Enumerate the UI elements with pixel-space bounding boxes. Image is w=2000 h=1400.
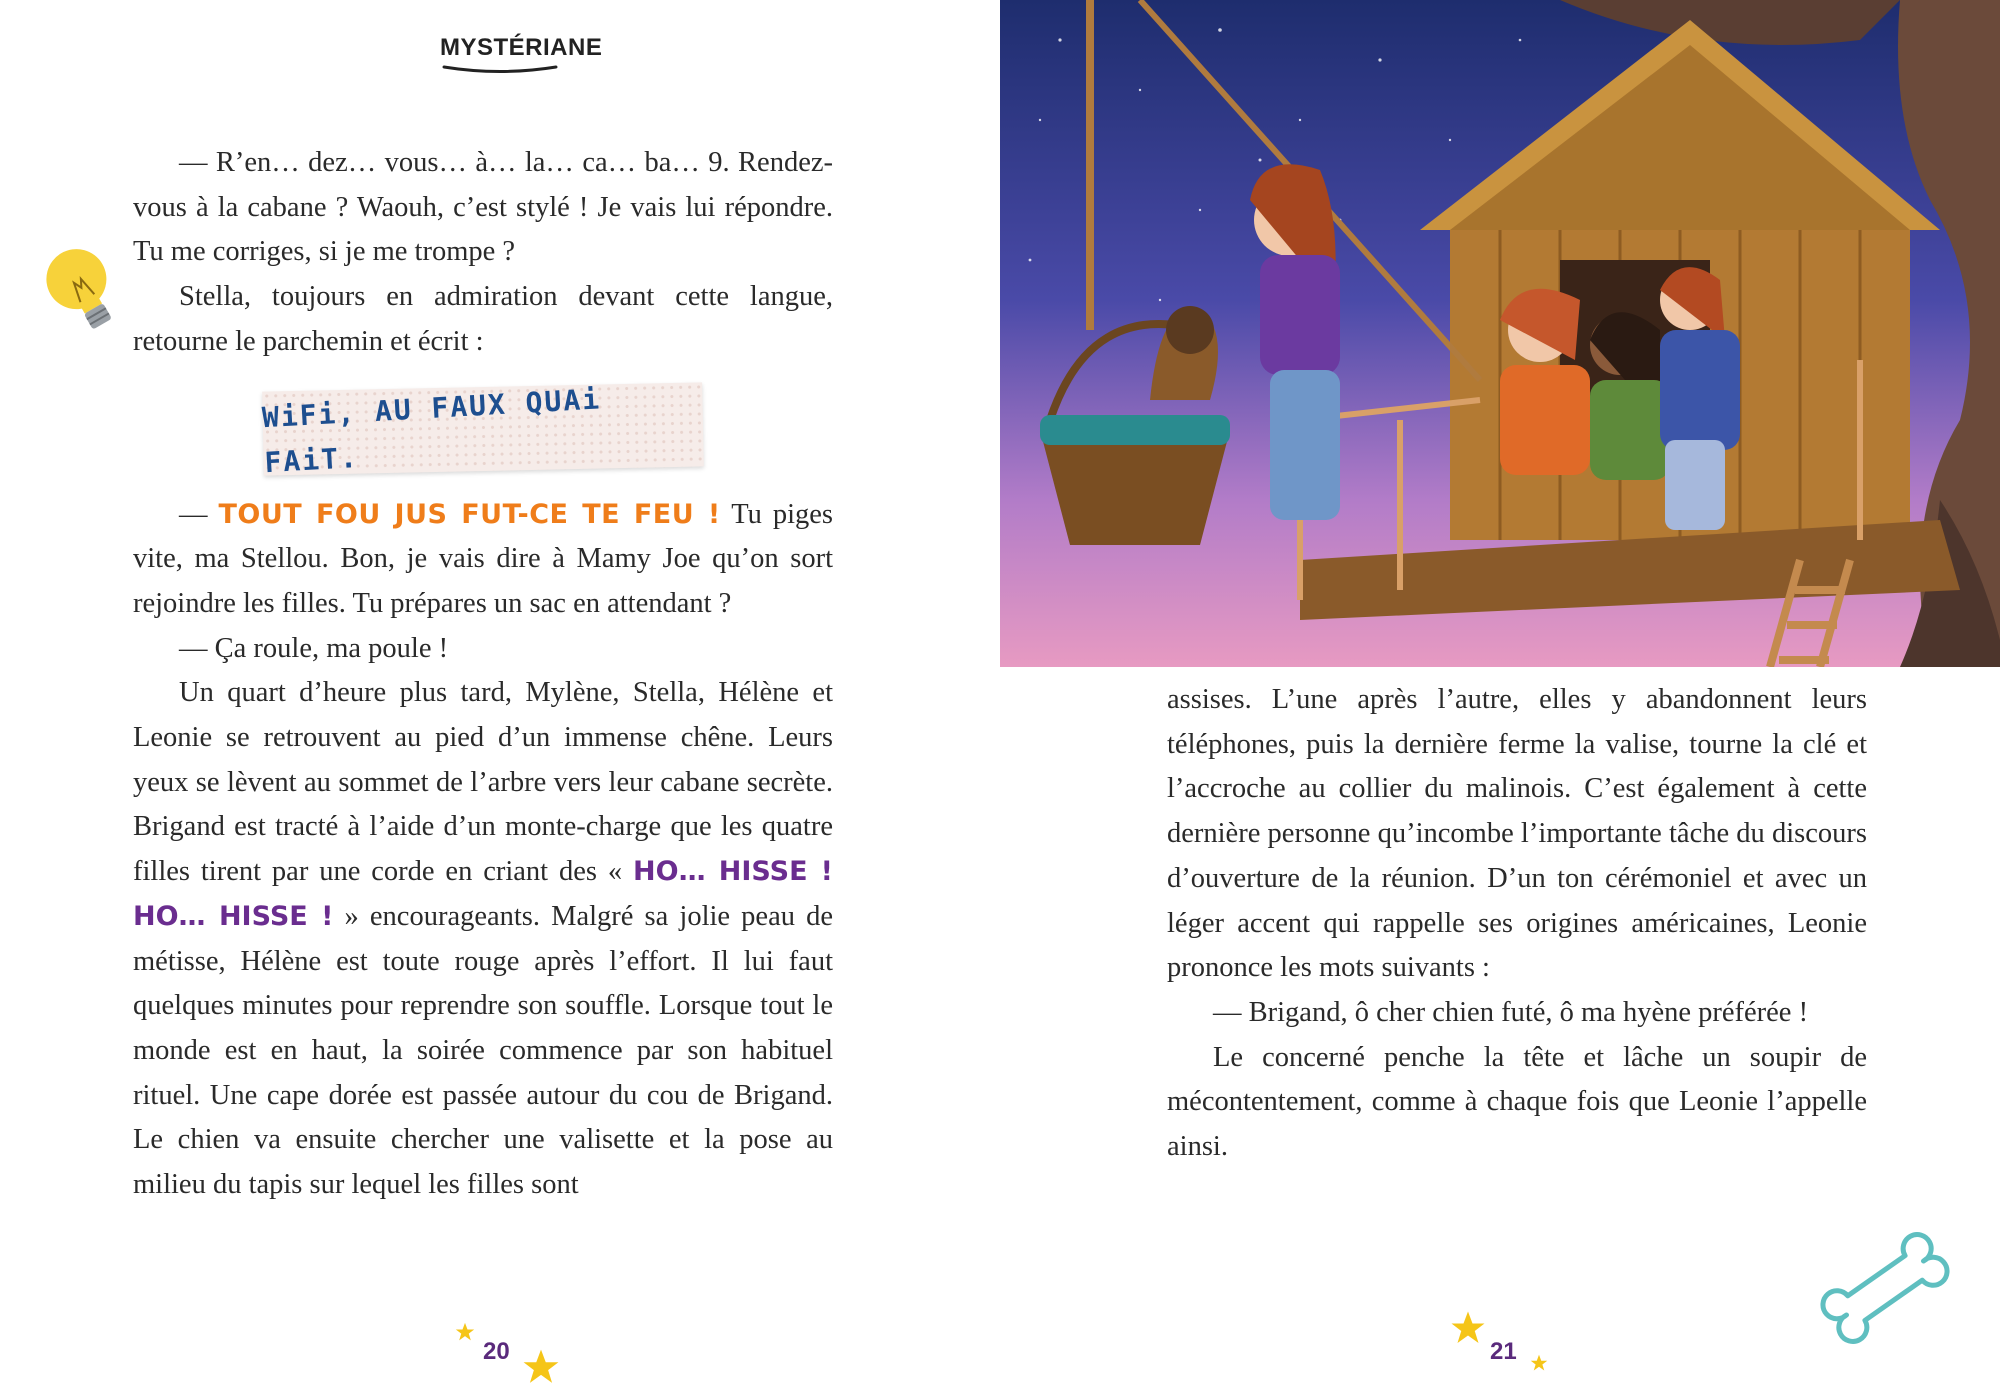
- paragraph: Le concerné penche la tête et lâche un soupir de mécontentement, comme à chaque fois que Leonie l’appelle ainsi.: [1167, 1041, 1867, 1163]
- chant-phrase: HO… HISSE ! HO… HISSE !: [133, 856, 833, 932]
- paragraph-text: Un quart d’heure plus tard, Mylène, Stella, Hélène et Leonie se retrouvent au pied d’un immense chêne. Leurs yeux se lèvent au sommet de l’arbre vers leur cabane secrète. Brigand est tracté à l’aide d’un monte-charge que les quatre filles tirent par une corde en criant des «: [133, 677, 833, 888]
- star-icon: [455, 1322, 475, 1342]
- left-text-column: [133, 141, 833, 1208]
- paragraph: — R’en… dez… vous… à… la… ca… ba… 9. Rendez-vous à la cabane ? Waouh, c’est stylé ! Je vais lui répondre. Tu me corriges, si je me trompe ?: [133, 147, 833, 268]
- paragraph-text: Tu piges vite, ma Stellou. Bon, je vais dire à Mamy Joe qu’on sort rejoindre les filles. Tu prépares un sac en attendant ?: [133, 498, 833, 619]
- paragraph: [133, 493, 833, 627]
- note-text: WiFi, AU FAUX QUAi FAiT.: [261, 382, 602, 479]
- lightbulb-icon: [40, 238, 130, 338]
- paragraph: [133, 671, 833, 1207]
- logo-swash: [440, 64, 560, 74]
- star-icon: [1450, 1310, 1486, 1346]
- page-number: 20: [483, 1338, 510, 1365]
- paragraph: assises. L’une après l’autre, elles y abandonnent leurs téléphones, puis la dernière ferme la valise, tourne la clé et l’accroche au collier du malinois. C’est également à cette dernière personne qu’incombe l’importante tâche du discours d’ouverture de la réunion. D’un ton cérémoniel et avec un léger accent qui rappelle ses origines américaines, Leonie prononce les mots suivants :: [1167, 684, 1867, 984]
- paragraph: Stella, toujours en admiration devant cette langue, retourne le parchemin et écrit :: [133, 281, 833, 357]
- page-number: 21: [1490, 1338, 1517, 1365]
- paragraph-text: » encourageants. Malgré sa jolie peau de métisse, Hélène est toute rouge après l’effort. Il lui faut quelques minutes pour reprendre son souffle. Lorsque tout le monde est en haut, la soirée commence par son habituel rituel. Une cape dorée est passée autour du cou de Brigand. Le chien va ensuite chercher une valisette et la pose au milieu du tapis sur lequel les filles sont: [133, 900, 833, 1201]
- secret-language-phrase: TOUT FOU JUS FUT-CE TE FEU !: [218, 498, 721, 530]
- dash: —: [179, 498, 219, 530]
- series-title: MYSTÉRIANE: [440, 34, 603, 61]
- paragraph: — Brigand, ô cher chien futé, ô ma hyène préférée !: [1213, 996, 1809, 1028]
- paragraph: — Ça roule, ma poule !: [179, 632, 449, 664]
- right-page: [1000, 0, 2000, 1400]
- handwritten-note: [261, 382, 704, 479]
- series-logo: [440, 34, 603, 74]
- star-icon: [1530, 1354, 1548, 1372]
- star-icon: [522, 1348, 560, 1386]
- right-text-column: [1167, 678, 1867, 1170]
- bone-icon: [1810, 1228, 1960, 1348]
